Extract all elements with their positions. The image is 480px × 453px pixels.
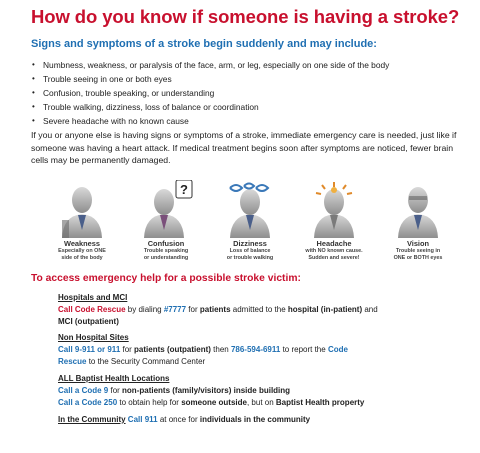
section-heading: Non Hospital Sites [58, 333, 129, 342]
text-span: patients [199, 305, 231, 314]
text-span: non-patients (family/visitors) inside building [122, 386, 291, 395]
section-text [58, 344, 468, 368]
section-heading: ALL Baptist Health Locations [58, 374, 170, 383]
symptom-vision [376, 180, 460, 261]
text-span: to report the [280, 345, 328, 354]
phone-number: Call 9-911 or 911 [58, 345, 121, 354]
symptom-desc: with NO known cause. [305, 248, 363, 254]
text-span: MCI (outpatient) [58, 317, 119, 326]
section-hospitals [58, 292, 468, 328]
symptoms-subtitle: Signs and symptoms of a stroke begin suddenly and may include: [31, 38, 377, 50]
person-headache-icon [304, 180, 364, 238]
text-span: Code [327, 345, 348, 354]
symptom-list [31, 58, 461, 128]
symptom-confusion [124, 180, 208, 261]
page-title: How do you know if someone is having a stroke? [31, 6, 460, 27]
section-heading: In the Community [58, 415, 126, 424]
symptom-desc: or trouble walking [226, 254, 274, 261]
phone-number: 786-594-6911 [230, 345, 281, 354]
section-text [58, 385, 468, 397]
symptom-dizziness [208, 180, 292, 261]
code-text: Call a Code 9 [58, 386, 109, 395]
list-item: • Numbness, weakness, or paralysis of the face, arm, or leg, especially on one side of the body [31, 58, 461, 72]
section-text [58, 397, 468, 409]
symptom-desc: or understanding [143, 254, 189, 261]
symptom-weakness [40, 180, 124, 261]
list-item: • Trouble seeing in one or both eyes [31, 72, 461, 86]
svg-text:?: ? [180, 182, 188, 197]
person-dizziness-icon [220, 180, 280, 238]
section-heading: Hospitals and MCI [58, 293, 128, 302]
section-text [58, 414, 468, 426]
phone-number: Call 911 [127, 415, 158, 424]
text-span: individuals in the community [199, 415, 311, 424]
person-vision-icon [393, 180, 443, 238]
symptom-desc: Especially on ONE [58, 248, 106, 254]
text-span: and [362, 305, 378, 314]
symptom-name: Confusion [147, 239, 185, 248]
symptom-desc: ONE or BOTH eyes [393, 254, 443, 261]
list-item: • Trouble walking, dizziness, loss of balance or coordination [31, 100, 461, 114]
code-rescue-text: Call Code Rescue [58, 305, 126, 314]
text-span: by dialing [125, 305, 164, 314]
symptom-name: Vision [406, 239, 430, 248]
emergency-paragraph: If you or anyone else is having signs or symptoms of a stroke, immediate emergency care is needed, just like if someone was having a heart attack. If medical treatment begins soon after symptoms are noticed, fewer brain cells may be permanently damaged. [31, 130, 457, 165]
section-non-hospital [58, 332, 468, 368]
text-span: to obtain help for [117, 398, 182, 407]
symptom-desc: Sudden and severe! [308, 254, 360, 261]
text-span: for [120, 345, 135, 354]
symptom-desc: Trouble seeing in [395, 248, 441, 254]
section-text [58, 304, 468, 328]
text-span: for [186, 305, 200, 314]
symptom-name: Headache [316, 239, 352, 248]
phone-number: #7777 [163, 305, 187, 314]
list-item: • Confusion, trouble speaking, or understanding [31, 86, 461, 100]
person-confusion-icon [136, 180, 196, 238]
text-span: then [210, 345, 231, 354]
symptom-name: Dizziness [233, 239, 267, 248]
text-span: patients (outpatient) [134, 345, 211, 354]
symptom-desc: Trouble speaking [143, 248, 189, 254]
text-span: someone outside [181, 398, 247, 407]
text-span: Baptist Health property [275, 398, 365, 407]
symptom-desc: side of the body [61, 254, 103, 261]
text-span: to the Security Command Center [86, 357, 206, 366]
text-span: admitted to the [230, 305, 288, 314]
section-baptist [58, 373, 468, 409]
text-span: for [108, 386, 123, 395]
symptom-name: Weakness [63, 239, 101, 248]
symptom-desc: Loss of balance [229, 248, 271, 254]
person-weakness-icon [57, 180, 107, 238]
symptom-headache [292, 180, 376, 261]
text-span: , but on [246, 398, 276, 407]
list-item: • Severe headache with no known cause [31, 114, 461, 128]
text-span: at once for [157, 415, 200, 424]
text-span: hospital (in-patient) [287, 305, 363, 314]
code-text: Call a Code 250 [58, 398, 118, 407]
symptom-illustrations [40, 180, 460, 272]
access-heading: To access emergency help for a possible stroke victim: [31, 273, 301, 284]
text-span: Rescue [58, 357, 87, 366]
section-community [58, 414, 468, 426]
